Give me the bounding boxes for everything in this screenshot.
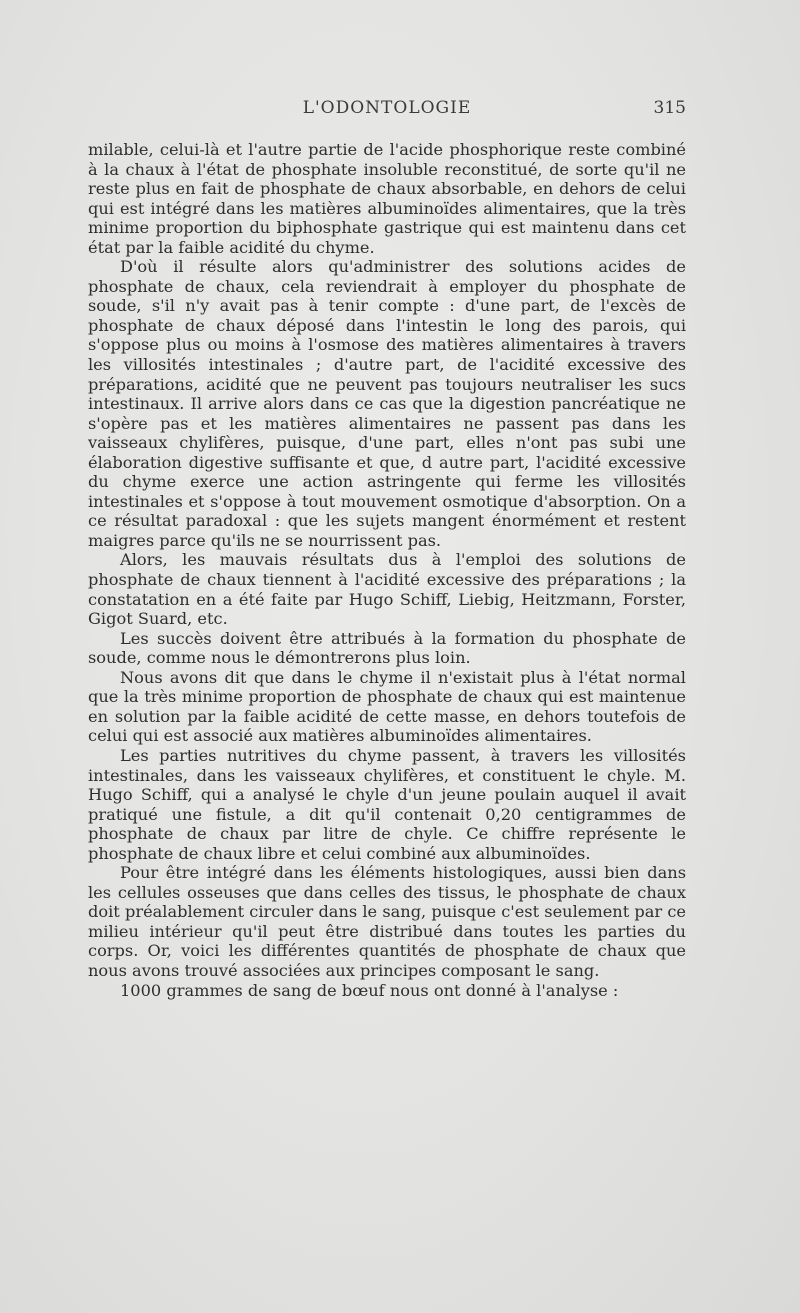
running-title: L'ODONTOLOGIE — [302, 98, 472, 118]
paragraph: D'où il résulte alors qu'administrer des solutions acides de phosphate de chaux, cela reviendrait à employer du phosphate de soude, s'il n'y avait pas à tenir compte : d'une part, de l'excès de phosphate de chaux déposé dans l'intestin le long des parois, qui s'oppose plus ou moins à l'osmose des matières alimentaires à travers les villosités intestinales ; d'autre part, de l'acidité excessive des préparations, acidité que ne peuvent pas toujours neutraliser les sucs intestinaux. Il arrive alors dans ce cas que la digestion pancréatique ne s'opère pas et les matières alimentaires ne passent pas dans les vaisseaux chylifères, puisque, d'une part, elles n'ont pas subi une élaboration digestive suffisante et que, d autre part, l'acidité excessive du chyme exerce une action astringente qui ferme les villosités intestinales et s'oppose à tout mouvement osmotique d'absorption. On a ce résultat paradoxal : que les sujets mangent énormément et restent maigres parce qu'ils ne se nourrissent pas. — [88, 257, 686, 550]
body-text — [88, 140, 686, 1000]
page-number: 315 — [653, 98, 686, 118]
paragraph: Les succès doivent être attribués à la formation du phosphate de soude, comme nous le démontrerons plus loin. — [88, 628, 686, 668]
paragraph: Alors, les mauvais résultats dus à l'emploi des solutions de phosphate de chaux tiennent à l'acidité excessive des préparations ; la constatation en a été faite par Hugo Schiff, Liebig, Heitzmann, Forster, Gigot Suard, etc. — [88, 550, 686, 629]
paragraph: Les parties nutritives du chyme passent, à travers les villosités intestinales, dans les vaisseaux chylifères, et constituent le chyle. M. Hugo Schiff, qui a analysé le chyle d'un jeune poulain auquel il avait pratiqué une fistule, a dit qu'il contenait 0,20 centigrammes de phosphate de chaux par litre de chyle. Ce chiffre représente le phosphate de chaux libre et celui combiné aux albuminoïdes. — [88, 745, 686, 863]
paragraph: Nous avons dit que dans le chyme il n'existait plus à l'état normal que la très minime proportion de phosphate de chaux qui est maintenue en solution par la faible acidité de cette masse, en dehors toutefois de celui qui est associé aux matières albuminoïdes alimentaires. — [88, 667, 686, 746]
paragraph-analysis-intro: 1000 grammes de sang de bœuf nous ont donné à l'analyse : — [120, 980, 619, 1000]
paragraph: Pour être intégré dans les éléments histologiques, aussi bien dans les cellules osseuses que dans celles des tissus, le phosphate de chaux doit préalablement circuler dans le sang, puisque c'est seulement par ce milieu intérieur qu'il peut être distribué dans toutes les parties du corps. Or, voici les différentes quantités de phosphate de chaux que nous avons trouvé associées aux principes composant le sang. — [88, 863, 686, 980]
paragraph-continuation: milable, celui-là et l'autre partie de l'acide phosphorique reste combiné à la chaux à l'état de phosphate insoluble reconstitué, de sorte qu'il ne reste plus en fait de phosphate de chaux absorbable, en dehors de celui qui est intégré dans les matières albuminoïdes alimentaires, que la très minime proportion du biphosphate gastrique qui est maintenu dans cet état par la faible acidité du chyme. — [88, 140, 686, 257]
page-header — [88, 98, 686, 122]
